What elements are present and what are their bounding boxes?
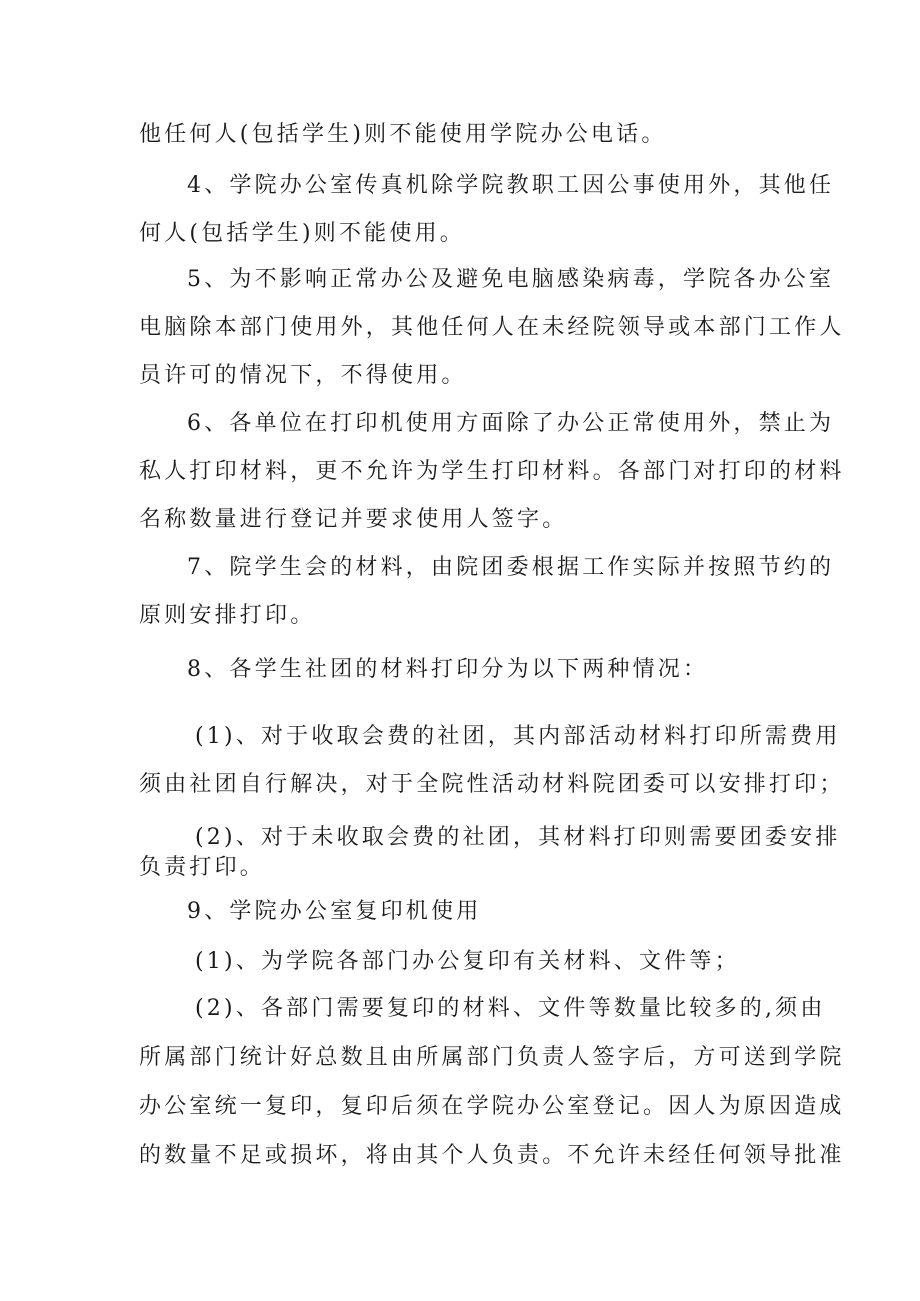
text-line: 6、各单位在打印机使用方面除了办公正常使用外，禁止为: [187, 411, 835, 436]
text-line: (1)、为学院各部门办公复印有关材料、文件等；: [195, 949, 740, 974]
text-line: 原则安排打印。: [139, 603, 316, 628]
text-line: 私人打印材料，更不允许为学生打印材料。各部门对打印的材料: [139, 459, 845, 484]
text-line: 电脑除本部门使用外，其他任何人在未经院领导或本部门工作人: [139, 315, 845, 340]
text-line: 办公室统一复印，复印后须在学院办公室登记。因人为原因造成: [139, 1094, 845, 1119]
text-line: 名称数量进行登记并要求使用人签字。: [139, 507, 568, 532]
text-line: 负责打印。: [139, 855, 266, 880]
text-line: 的数量不足或损坏，将由其个人负责。不允许未经任何领导批准: [139, 1143, 845, 1168]
text-line: 8、各学生社团的材料打印分为以下两种情况：: [187, 657, 709, 682]
text-line: 员许可的情况下，不得使用。: [139, 363, 467, 388]
text-line: 5、为不影响正常办公及避免电脑感染病毒，学院各办公室: [187, 267, 835, 292]
text-line: 所属部门统计好总数且由所属部门负责人签字后，方可送到学院: [139, 1045, 845, 1070]
text-line: 9、学院办公室复印机使用: [187, 899, 482, 924]
text-line: (1)、对于收取会费的社团，其内部活动材料打印所需费用: [195, 724, 841, 749]
text-line: (2)、各部门需要复印的材料、文件等数量比较多的,须由: [195, 996, 826, 1021]
text-line: 何人(包括学生)则不能使用。: [139, 221, 465, 246]
text-line: 须由社团自行解决，对于全院性活动材料院团委可以安排打印；: [139, 772, 845, 797]
text-line: (2)、对于未收取会费的社团，其材料打印则需要团委安排: [195, 825, 841, 850]
text-line: 4、学院办公室传真机除学院教职工因公事使用外，其他任: [187, 173, 835, 198]
text-line: 他任何人(包括学生)则不能使用学院办公电话。: [139, 122, 667, 147]
text-line: 7、院学生会的材料，由院团委根据工作实际并按照节约的: [187, 555, 835, 580]
